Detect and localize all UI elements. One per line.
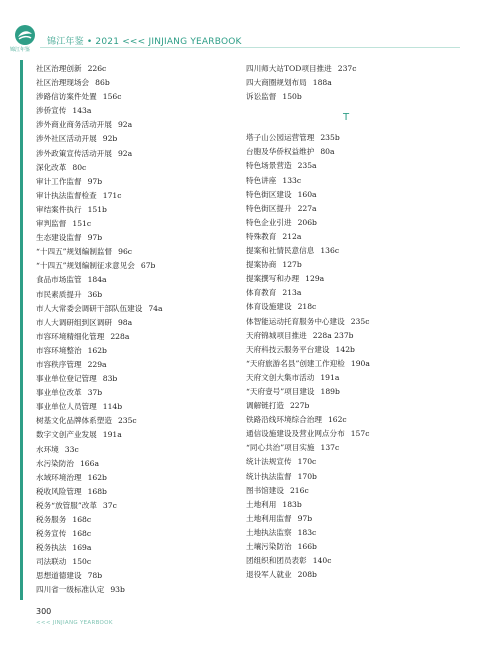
index-entry [246,413,446,427]
entry-page-ref: 136c [320,246,340,256]
header-divider [40,47,460,48]
entry-term: 通信设施建设及营业网点分布 [246,429,345,439]
entry-page-ref: 191a [320,372,340,382]
entry-page-ref: 114b [102,402,123,412]
index-entry [36,555,236,569]
index-entry [36,358,236,372]
entry-term: 司法联动 [36,557,67,567]
entry-page-ref: 227a [297,203,317,213]
index-entry [36,302,236,316]
entry-term: 涉外政策宣传活动开展 [36,148,112,158]
entry-term: 水域环境治理 [36,472,82,482]
index-entry [246,568,446,582]
entry-term: 税务“放管服”改革 [36,500,97,510]
index-entry [36,147,236,161]
entry-term: 社区治理创新 [36,64,82,73]
index-entry [36,217,236,231]
entry-term: 特色街区提升 [246,203,292,213]
entry-term: 统计法规宣传 [246,457,292,467]
index-entry [246,554,446,568]
entry-term: 退役军人就业 [246,570,292,580]
index-entry [246,343,446,357]
index-entry [246,230,446,244]
entry-term: 土地利用 [246,499,277,509]
index-entry [246,202,446,216]
entry-page-ref: 226c [87,64,107,73]
index-entry [246,329,446,343]
entry-page-ref: 143a [72,106,92,116]
entry-term: 特殊教育 [246,231,277,241]
entry-page-ref: 166a [79,458,99,468]
index-entry [246,427,446,441]
entry-term: 税务服务 [36,515,67,524]
index-entry [246,131,446,145]
entry-page-ref: 206b [297,217,317,227]
entry-page-ref: 150b [282,92,302,102]
entry-page-ref: 37b [87,388,103,398]
index-entry [36,344,236,358]
index-entry [246,512,446,526]
index-entry [36,569,236,583]
index-entry [246,174,446,188]
entry-page-ref: 92a [117,148,133,158]
index-entry [36,132,236,146]
entry-page-ref: 74a [148,303,163,313]
index-entry [36,231,236,245]
index-entry [36,471,236,485]
entry-page-ref: 162b [87,472,107,482]
index-column-right [246,62,446,582]
entry-page-ref: 137c [320,443,340,453]
entry-page-ref: 212a [282,231,302,241]
entry-page-ref: 191a [102,430,122,440]
entry-term: 体智能运动托育服务中心建设 [246,316,345,326]
index-entry [246,371,446,385]
entry-page-ref: 235a [297,161,317,171]
entry-term: 四川师大站TOD项目推进 [246,64,332,73]
entry-term: 树基文化品牌体系塑造 [36,416,112,426]
entry-term: 图书馆建设 [246,485,284,495]
entry-page-ref: 127b [282,260,302,270]
entry-page-ref: 67b [140,261,156,271]
entry-page-ref: 235b [320,133,340,143]
entry-term: 台胞及华侨权益维护 [246,147,315,157]
index-entry [36,203,236,217]
entry-term: 审计工作监督 [36,176,82,186]
entry-page-ref: 33c [64,444,79,454]
entry-term: 市人大调研组到区调研 [36,317,112,327]
entry-term: 提案协商 [246,260,277,270]
entry-page-ref: 171c [102,190,122,200]
index-entry [36,372,236,386]
index-entry [246,188,446,202]
entry-term: 涉外社区活动开展 [36,134,97,144]
entry-term: “天府旅游名县”创建工作迎检 [246,358,345,368]
entry-page-ref: 80c [72,162,87,172]
entry-page-ref: 183b [282,499,302,509]
entry-term: 土地执法监察 [246,527,292,537]
entry-page-ref: 160a [297,189,317,199]
index-entry [246,498,446,512]
index-entry [246,484,446,498]
entry-term: 水污染防治 [36,458,74,468]
index-entry [36,443,236,457]
index-entry [36,527,236,541]
entry-term: “十四五”规划编制征求意见会 [36,261,135,271]
index-entry [36,583,236,597]
entry-page-ref: 96c [118,247,133,257]
entry-page-ref: 229a [87,359,107,369]
index-entry [246,300,446,314]
entry-term: 土壤污染防治 [246,542,292,551]
entry-page-ref: 92a [117,120,133,130]
entry-term: 团组织和团员表彰 [246,556,307,566]
index-entry [36,189,236,203]
entry-term: 税务宣传 [36,529,67,539]
entry-page-ref: 151c [72,219,92,229]
entry-term: 天府锦城项目推进 [246,330,307,340]
page-number: 300 [36,607,52,616]
index-entry [36,90,236,104]
entry-term: “十四五”规划编制监督 [36,247,113,257]
index-entry [246,286,446,300]
index-entry [246,357,446,371]
index-entry [36,485,236,499]
index-column-left [36,62,236,598]
entry-term: 塔子山公园运营管理 [246,133,315,143]
entry-term: 涉侨宣传 [36,106,67,116]
entry-page-ref: 156c [102,92,122,102]
header-title: 锦江年鉴 • 2021 <<< JINJIANG YEARBOOK [47,37,242,47]
index-entry [36,62,236,76]
index-entry [246,455,446,469]
entry-page-ref: 216c [289,485,309,495]
index-entry [246,526,446,540]
index-entry [36,175,236,189]
entry-page-ref: 190a [350,358,370,368]
entry-term: 审计执法监督检查 [36,190,97,200]
entry-term: 诉讼监督 [246,92,277,102]
entry-page-ref: 213a [282,288,302,298]
entry-term: 体育教育 [246,288,277,298]
entry-page-ref: 218c [297,302,317,312]
entry-page-ref: 86b [95,78,110,88]
index-entry [36,513,236,527]
entry-term: 提案和社情民意信息 [246,246,315,256]
entry-page-ref: 228a [110,331,130,341]
entry-page-ref: 93b [110,585,125,595]
entry-page-ref: 97b [297,513,313,523]
left-accent-bar [20,60,23,600]
entry-page-ref: 140c [312,556,332,566]
entry-page-ref: 235c [350,316,370,326]
entry-term: 思想道德建设 [36,571,82,581]
entry-term: 铁路沿线环境综合治理 [246,415,322,425]
entry-term: 事业单位改革 [36,388,82,398]
entry-term: “天府壹号”项目建设 [246,386,315,396]
index-entry [246,315,446,329]
entry-term: 事业单位登记管理 [36,374,97,384]
entry-page-ref: 150c [72,557,92,567]
entry-term: 审结案件执行 [36,204,82,214]
entry-page-ref: 97b [87,233,103,243]
index-entry [36,316,236,330]
entry-page-ref: 235c [117,416,137,426]
index-entry [36,104,236,118]
entry-page-ref: 129a [305,274,325,284]
entry-term: 市容秩序管理 [36,359,82,369]
index-entry [246,159,446,173]
entry-page-ref: 170c [297,457,317,467]
footer-subtitle: <<< JINJIANG YEARBOOK [36,620,113,626]
entry-page-ref: 142b [335,344,355,354]
entry-page-ref: 227b [289,401,310,411]
entry-term: 四川省一级标准认定 [36,585,105,595]
entry-term: 土地利用监督 [246,513,292,523]
index-entry [36,457,236,471]
entry-page-ref: 228a 237b [312,330,354,340]
page-header [0,0,480,56]
index-entry [36,76,236,90]
entry-term: 涉外商业商务活动开展 [36,120,112,130]
entry-term: 特色讲座 [246,175,277,185]
entry-term: 四大商圈规划布局 [246,78,307,88]
entry-page-ref: 98a [117,317,133,327]
entry-term: 市容环境整治 [36,345,82,355]
index-entry [36,400,236,414]
entry-term: 特色街区建设 [246,189,292,199]
entry-page-ref: 169a [72,543,92,553]
entry-page-ref: 170b [297,471,317,481]
entry-page-ref: 168c [72,515,92,524]
index-entry [246,76,446,90]
entry-term: “同心共治”项目实施 [246,443,315,453]
entry-page-ref: 151b [87,204,107,214]
entry-term: 数字文创产业发展 [36,430,97,440]
index-entry [36,245,236,259]
index-entry [36,273,236,287]
entry-page-ref: 168c [72,529,92,539]
entry-term: 提案撰写和办理 [246,274,300,284]
entry-page-ref: 92b [102,134,118,144]
index-entry [246,258,446,272]
entry-page-ref: 189b [320,386,340,396]
section-letter: T [342,112,350,124]
entry-page-ref: 78b [87,571,103,581]
entry-term: 天府科技云服务平台建设 [246,344,330,354]
index-entry [246,90,446,104]
index-entry [246,145,446,159]
index-entry [246,470,446,484]
entry-term: 天府文创大集市活动 [246,372,315,382]
index-entry [36,288,236,302]
entry-term: 深化改革 [36,162,67,172]
entry-term: 食品市场监管 [36,275,82,285]
entry-page-ref: 184a [87,275,107,285]
entry-term: 市人大常委会调研干部队伍建设 [36,303,143,313]
entry-page-ref: 36b [87,289,103,299]
entry-page-ref: 133c [282,175,302,185]
index-entry [246,244,446,258]
entry-page-ref: 97b [87,176,103,186]
entry-term: 统计执法监督 [246,471,292,481]
entry-term: 社区治理现场会 [36,78,90,88]
entry-term: 水环境 [36,444,59,454]
logo-caption: 锦江年鉴 [10,47,31,53]
entry-term: 市民素质提升 [36,289,82,299]
index-entry [246,540,446,554]
index-entry [36,428,236,442]
entry-term: 税务执法 [36,543,67,553]
entry-term: 体育设施建设 [246,302,292,312]
entry-term: 特色场景营造 [246,161,292,171]
entry-term: 税收风险管理 [36,486,82,496]
entry-page-ref: 208b [297,570,317,580]
index-entry [36,161,236,175]
entry-term: 调解链打造 [246,401,284,411]
entry-term: 涉路信访案件处置 [36,92,97,102]
index-entry [36,386,236,400]
index-entry [246,216,446,230]
entry-page-ref: 188a [312,78,332,88]
index-entry [36,330,236,344]
entry-term: 事业单位人员管理 [36,402,97,412]
entry-term: 审判监督 [36,219,67,229]
index-entry [36,541,236,555]
index-entry [36,118,236,132]
index-entry [36,259,236,273]
index-entry [36,499,236,513]
entry-page-ref: 80a [320,147,335,157]
entry-page-ref: 237c [337,64,357,73]
entry-term: 生态建设监督 [36,233,82,243]
entry-page-ref: 157c [350,429,370,439]
entry-page-ref: 162c [327,415,347,425]
entry-page-ref: 168b [87,486,107,496]
index-entry [36,414,236,428]
entry-term: 市容环境精细化管理 [36,331,105,341]
index-entry [246,62,446,76]
entry-page-ref: 162b [87,345,107,355]
entry-page-ref: 83b [102,374,118,384]
entry-page-ref: 37c [102,500,117,510]
yearbook-logo-icon [14,24,36,46]
index-entry [246,385,446,399]
index-entry [246,441,446,455]
index-entry [246,272,446,286]
entry-page-ref: 166b [297,542,317,551]
entry-term: 特色企业引进 [246,217,292,227]
entry-page-ref: 183c [297,527,317,537]
index-entry [246,399,446,413]
